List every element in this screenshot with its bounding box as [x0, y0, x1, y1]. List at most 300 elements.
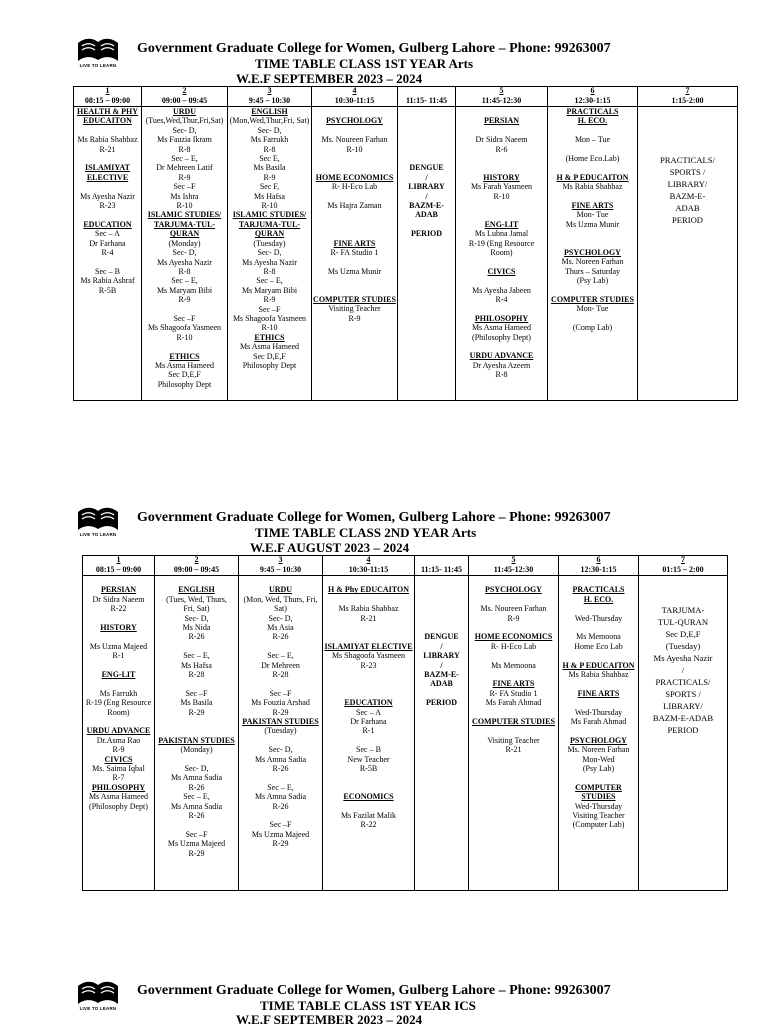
cell-line: Ms Shagoofa Yasmeen [147, 323, 222, 333]
period-cell [142, 107, 228, 401]
cell-line: (Tues, Wed, Thurs, [166, 594, 227, 604]
cell-line: PERIOD [410, 229, 443, 239]
cell-line: R-5B [98, 285, 117, 295]
cell-line: Ms Basila [253, 163, 286, 173]
cell-line: Sat) [274, 604, 287, 614]
cell-line: / [681, 665, 685, 676]
spacer [75, 210, 140, 219]
cell-line: Sec D,E,F [253, 351, 286, 361]
cell-line: Sec – E, [183, 651, 210, 661]
cell-line: Sec- D, [172, 248, 197, 258]
spacer [560, 604, 637, 613]
cell-line: New Teacher [347, 754, 390, 764]
period-number: 7 [638, 87, 738, 97]
period-time: 1:15-2:00 [638, 96, 738, 107]
spacer [156, 755, 237, 764]
cell-line: R-10 [261, 323, 278, 333]
cell-line: BAZM-E- [669, 190, 706, 201]
cell-line: R-26 [272, 764, 289, 774]
cell-line: DENGUE [424, 632, 459, 642]
cell-line: Ms Ayesha Nazir [157, 257, 212, 267]
cell-line: Dr Mehreen [261, 660, 300, 670]
cell-line: R-19 (Eng Resource [85, 698, 152, 708]
cell-line: R-22 [110, 604, 127, 614]
cell-line: Ms. Noureen Farhan [321, 135, 388, 145]
subject-heading: PAKISTAN STUDIES [158, 735, 235, 745]
spacer [640, 595, 726, 604]
cell-line: BAZM-E-ADAB [409, 200, 444, 220]
spacer [549, 229, 636, 238]
subject-heading: PHILOSOPHY [474, 313, 529, 323]
subject-heading: EDUCATION [344, 698, 393, 708]
spacer [639, 145, 736, 154]
period-number: 1 [83, 556, 155, 566]
spacer [470, 670, 557, 679]
subject-heading: ENG-LIT [484, 219, 519, 229]
cell-line: Ms Rabia Shahbaz [562, 182, 623, 192]
spacer [560, 698, 637, 707]
spacer [240, 642, 321, 651]
cell-line: Ms Ayesha Jabeen [472, 285, 531, 295]
cell-line: Visiting Teacher [487, 735, 540, 745]
cell-line: SPORTS / [665, 689, 701, 700]
cell-line: / [425, 172, 428, 182]
period-cell [239, 576, 323, 891]
cell-line: Ms Rabia Shabbaz [338, 604, 399, 614]
cell-line: Ms Nida [182, 623, 211, 633]
cell-line: Ms Amna Sadia [254, 792, 307, 802]
spacer [560, 726, 637, 735]
spacer [470, 595, 557, 604]
cell-line: Sec –F [269, 820, 292, 830]
spacer [470, 623, 557, 632]
cell-line: (Mon, Wed, Thurs, Fri, [243, 594, 318, 604]
timetable [82, 555, 728, 891]
period-cell [559, 576, 639, 891]
cell-line: (Psy Lab) [576, 276, 609, 286]
subject-heading: HOME ECONOMICS [474, 632, 553, 642]
spacer [457, 126, 546, 135]
cell-line: (Psy Lab) [582, 764, 615, 774]
spacer [75, 182, 140, 191]
subject-heading: ISLAMIYAT ELECTIVE [324, 641, 413, 651]
cell-line: Ms Memoona [576, 632, 621, 642]
spacer [240, 679, 321, 688]
cell-line: R-26 [272, 632, 289, 642]
cell-line: Ms Uzma Majeed [251, 829, 310, 839]
period-number: 4 [323, 556, 415, 566]
cell-line: Sec – E, [183, 792, 210, 802]
cell-line: Dr Ayesha Azeem [472, 360, 531, 370]
subject-heading: COMPUTER STUDIES [551, 295, 634, 305]
period-time: 01:15 – 2:00 [639, 565, 728, 576]
spacer [143, 342, 226, 351]
spacer [313, 126, 396, 135]
cell-line: PERIOD [671, 214, 704, 225]
cell-line: Sec D,E,F [665, 629, 701, 640]
period-time: 11:15- 11:45 [415, 565, 469, 576]
cell-line: R-10 [176, 332, 193, 342]
spacer [457, 107, 546, 116]
cell-line: R-4 [495, 295, 508, 304]
cell-line: Ms Lubna Jamal [474, 229, 529, 239]
cell-line: / [440, 660, 443, 670]
subject-heading: CIVICS [487, 266, 516, 276]
period-number: 7 [639, 556, 728, 566]
cell-line: TARJUMA- [661, 605, 705, 616]
cell-line: Mon-Wed [582, 754, 615, 764]
subject-heading: ENG-LIT [101, 670, 136, 679]
cell-line: LIBRARY/ [667, 178, 708, 189]
cell-line: Sec –F [185, 688, 208, 698]
period-cell [415, 576, 469, 891]
subject-heading: PHILOSOPHY [91, 782, 146, 792]
cell-line: Dr Farhana [350, 716, 387, 726]
cell-line: BAZM-E-ADAB [652, 713, 714, 724]
cell-line: Sec – A [95, 229, 120, 239]
spacer [416, 623, 467, 632]
cell-line: Sec – B [95, 266, 120, 276]
college-logo [76, 506, 120, 544]
cell-line: Ms Ishra [170, 191, 199, 201]
spacer [457, 276, 546, 285]
cell-line: Home Eco Lab [574, 641, 623, 651]
cell-line: (Comp Lab) [572, 323, 613, 333]
cell-line: Dr Sidra Naeem [475, 135, 528, 145]
spacer [549, 239, 636, 248]
spacer [240, 576, 321, 585]
period-time: 11:45-12:30 [469, 565, 559, 576]
subject-heading: HISTORY [483, 172, 520, 182]
period-time: 10:30-11:15 [323, 565, 415, 576]
spacer [416, 614, 467, 623]
spacer [143, 305, 226, 314]
period-time: 10:30-11:15 [312, 96, 398, 107]
cell-line: Ms Maryam Bibi [156, 285, 213, 295]
subject-heading: HEALTH & PHY EDUCAITON [76, 107, 139, 126]
cell-line: Ms Fazilat Malik [340, 810, 397, 820]
period-number [398, 87, 456, 97]
cell-line: PRACTICALS/ [655, 677, 711, 688]
cell-line: Ms Asia [267, 623, 294, 633]
cell-line: Sec – E, [256, 276, 283, 286]
cell-line: Ms Farrukh [250, 135, 289, 145]
cell-line: Ms. Noureen Farhan [480, 604, 547, 614]
cell-line: Visiting Teacher [328, 304, 381, 314]
spacer [457, 257, 546, 266]
spacer [84, 614, 153, 623]
cell-line: Ms. Saima Iqbal [92, 764, 145, 774]
cell-line: Ms Farah Yasmeen [470, 182, 533, 192]
wef-date: W.E.F SEPTEMBER 2023 – 2024 [236, 1012, 423, 1027]
cell-line: PERIOD [425, 698, 458, 708]
cell-line: ADAB [675, 202, 700, 213]
spacer [84, 717, 153, 726]
cell-line: Ms Ayesha Nazir [80, 191, 135, 201]
spacer [399, 220, 454, 229]
period-time: 08:15 – 09:00 [74, 96, 142, 107]
cell-line: Ms Farah Ahmad [485, 698, 542, 708]
subject-heading: ISLAMIC STUDIES/ TARJUMA-TUL-QURAN [147, 210, 222, 239]
period-number: 6 [548, 87, 638, 97]
cell-line: Fri, Sat) [183, 604, 210, 614]
cell-line: R-29 [188, 707, 205, 717]
period-cell [638, 107, 738, 401]
cell-line: / [440, 641, 443, 651]
subject-heading: PSYCHOLOGY [326, 116, 383, 126]
spacer [324, 736, 413, 745]
period-number: 3 [239, 556, 323, 566]
period-cell [323, 576, 415, 891]
cell-line: Ms Ayesha Nazir [242, 257, 297, 267]
cell-line: R-9 [178, 172, 191, 182]
subject-heading: URDU [268, 585, 293, 595]
subject-heading: ETHICS [169, 351, 200, 361]
logo-caption: LIVE TO LEARN [79, 532, 117, 537]
spacer [399, 145, 454, 154]
spacer [313, 192, 396, 201]
wef-date: W.E.F SEPTEMBER 2023 – 2024 [236, 71, 423, 86]
cell-line: Ms Hafsa [181, 660, 212, 670]
subject-heading: H & P EDUCAITON [556, 172, 629, 182]
cell-line: R-9 [507, 613, 520, 623]
period-cell [469, 576, 559, 891]
cell-line: Sec – E, [171, 276, 198, 286]
cell-line: R-29 [188, 848, 205, 858]
cell-line: R-21 [360, 613, 377, 623]
cell-line: Visiting Teacher [572, 811, 625, 821]
spacer [457, 201, 546, 210]
subject-heading: URDU [172, 107, 197, 116]
spacer [560, 651, 637, 660]
period-number: 1 [74, 87, 142, 97]
cell-line: R-9 [348, 313, 361, 323]
cell-line: R-22 [360, 820, 377, 830]
cell-line: Sec F, [259, 182, 280, 192]
college-name: Government Graduate College for Women, Gulberg Lahore – Phone: 99263007 [137, 983, 611, 998]
cell-line: R-10 [346, 144, 363, 154]
spacer [313, 257, 396, 266]
timetable-title: TIME TABLE CLASS 1ST YEAR Arts [255, 56, 474, 71]
cell-line: R-9 [178, 295, 191, 305]
spacer [639, 107, 736, 116]
cell-line: Sec- D, [257, 125, 282, 135]
spacer [324, 576, 413, 585]
spacer [324, 595, 413, 604]
timetable-title: TIME TABLE CLASS 1ST YEAR ICS [260, 998, 476, 1013]
spacer [313, 107, 396, 116]
cell-line: R-29 [272, 707, 289, 717]
cell-line: Sec- D, [257, 248, 282, 258]
spacer [549, 192, 636, 201]
spacer [470, 726, 557, 735]
period-cell [74, 107, 142, 401]
cell-line: R-26 [188, 632, 205, 642]
logo-caption: LIVE TO LEARN [79, 1006, 117, 1011]
cell-line: R-26 [272, 801, 289, 811]
cell-line: Philosophy Dept [242, 360, 297, 370]
cell-line: Ms Farah Ahmad [570, 717, 627, 726]
cell-line: Sec – E, [267, 782, 294, 792]
cell-line: R- FA Studio 1 [330, 247, 379, 257]
subject-heading: H. ECO. [577, 116, 608, 126]
cell-line: Ms Asma Hameed [154, 360, 215, 370]
cell-line: Ms Amna Sadia [170, 773, 223, 783]
spacer [639, 126, 736, 135]
cell-line: (Tuesday) [253, 238, 286, 248]
cell-line: Sec – E, [267, 651, 294, 661]
cell-line: R-8 [495, 370, 508, 380]
college-logo [76, 980, 120, 1018]
subject-heading: FINE ARTS [577, 688, 620, 698]
cell-line: Mon – Tue [574, 135, 611, 145]
spacer [240, 773, 321, 782]
cell-line: Wed-Thursday [574, 707, 623, 717]
cell-line: Ms Shagoofa Yasmeen [232, 313, 307, 323]
cell-line: Sec –F [173, 182, 196, 192]
period-number: 5 [456, 87, 548, 97]
cell-line: R-4 [101, 248, 114, 258]
spacer [470, 651, 557, 660]
spacer [324, 783, 413, 792]
cell-line: (Tuesday) [264, 726, 297, 736]
college-name: Government Graduate College for Women, Gulberg Lahore – Phone: 99263007 [137, 41, 611, 56]
spacer [84, 632, 153, 641]
spacer [416, 576, 467, 585]
cell-line: Sec – A [356, 707, 381, 717]
spacer [324, 802, 413, 811]
subject-heading: COMPUTER STUDIES [575, 782, 622, 802]
spacer [399, 154, 454, 163]
period-cell [155, 576, 239, 891]
cell-line: R-23 [99, 201, 116, 211]
subject-heading: PERSIAN [483, 116, 520, 126]
spacer [324, 773, 413, 782]
spacer [416, 689, 467, 698]
cell-line: Ms Uzma Majeed [167, 839, 226, 849]
cell-line: Dr Sidra Naeem [92, 594, 145, 604]
spacer [560, 679, 637, 688]
cell-line: R-21 [505, 745, 522, 755]
spacer [560, 773, 637, 782]
subject-heading: ISLAMIC STUDIES/ TARJUMA-TUL-QURAN [232, 210, 307, 239]
period-time: 08:15 – 09:00 [83, 565, 155, 576]
cell-line: Sec- D, [184, 613, 209, 623]
subject-heading: PSYCHOLOGY [564, 248, 621, 257]
cell-line: Ms Fauzia Ikram [157, 135, 212, 145]
cell-line: Ms Uzma Majeed [89, 641, 148, 651]
spacer [639, 116, 736, 125]
cell-line: Mon- Tue [576, 304, 609, 314]
spacer [313, 286, 396, 295]
subject-heading: PRACTICALS [572, 585, 625, 595]
spacer [84, 661, 153, 670]
cell-line: Mon- Tue [576, 210, 609, 220]
spacer [156, 576, 237, 585]
cell-line: R-26 [188, 782, 205, 792]
book-logo-icon [76, 980, 120, 1006]
spacer [560, 623, 637, 632]
cell-line: Ms Rabia Shahbaz [568, 670, 629, 679]
cell-line: R-1 [112, 651, 125, 661]
cell-line: (Mon,Wed,Thur,Fri, Sat) [229, 116, 310, 126]
subject-heading: ETHICS [254, 332, 285, 342]
cell-line: R-9 [112, 745, 125, 755]
spacer [324, 632, 413, 641]
cell-line: (Home Eco.Lab) [565, 154, 620, 163]
subject-heading: H & P EDUCAITON [562, 660, 635, 670]
period-cell [228, 107, 312, 401]
subject-heading: URDU ADVANCE [86, 726, 151, 736]
spacer [640, 576, 726, 585]
logo-caption: LIVE TO LEARN [79, 63, 117, 68]
spacer [75, 126, 140, 135]
cell-line: Room) [107, 707, 130, 717]
period-time: 12:30-1:15 [548, 96, 638, 107]
subject-heading: PERSIAN [100, 585, 137, 595]
cell-line: (Philosophy Dept) [89, 801, 148, 811]
spacer [84, 679, 153, 688]
cell-line: Ms Amna Sadia [170, 801, 223, 811]
cell-line: Ms Shagoofa Yasmeen [331, 651, 406, 661]
spacer [324, 623, 413, 632]
cell-line: R-19 (Eng Resource Room) [468, 238, 535, 257]
spacer [457, 342, 546, 351]
subject-heading: ENGLISH [251, 107, 288, 116]
spacer [324, 689, 413, 698]
spacer [470, 708, 557, 717]
cell-line: DENGUE [409, 163, 444, 173]
subject-heading: CIVICS [104, 754, 133, 764]
period-number: 6 [559, 556, 639, 566]
cell-line: Ms Asma Hameed [239, 342, 300, 352]
cell-line: Ms Asma Hameed [471, 323, 532, 333]
spacer [313, 210, 396, 219]
cell-line: PERIOD [667, 725, 699, 736]
cell-line: R-6 [495, 144, 508, 154]
cell-line: Ms Farrukh [99, 688, 138, 698]
subject-heading: H & Phy EDUCAITON [328, 585, 409, 595]
spacer [313, 220, 396, 229]
subject-heading: FINE ARTS [333, 238, 376, 248]
period-time: 09:00 – 09:45 [155, 565, 239, 576]
subject-heading: HISTORY [100, 623, 137, 632]
subject-heading: PSYCHOLOGY [570, 735, 627, 745]
cell-line: Ms Memoona [491, 660, 536, 670]
cell-line: Wed-Thursday [574, 613, 623, 623]
subject-heading: PAKISTAN STUDIES [242, 717, 319, 727]
cell-line: R-9 [263, 172, 276, 182]
period-cell [639, 576, 728, 891]
cell-line: R-28 [188, 670, 205, 680]
spacer [399, 126, 454, 135]
cell-line: R-9 [263, 295, 276, 305]
spacer [156, 717, 237, 726]
college-name: Government Graduate College for Women, Gulberg Lahore – Phone: 99263007 [137, 510, 611, 525]
cell-line: R-10 [493, 191, 510, 201]
period-number [415, 556, 469, 566]
spacer [457, 304, 546, 313]
cell-line: R-21 [99, 144, 116, 154]
cell-line: R-8 [178, 266, 191, 276]
cell-line: R-26 [188, 811, 205, 821]
cell-line: R- FA Studio 1 [489, 688, 538, 698]
cell-line: TUL-QURAN [657, 617, 709, 628]
subject-heading: ECONOMICS [343, 792, 394, 802]
spacer [416, 604, 467, 613]
spacer [549, 286, 636, 295]
period-cell [456, 107, 548, 401]
